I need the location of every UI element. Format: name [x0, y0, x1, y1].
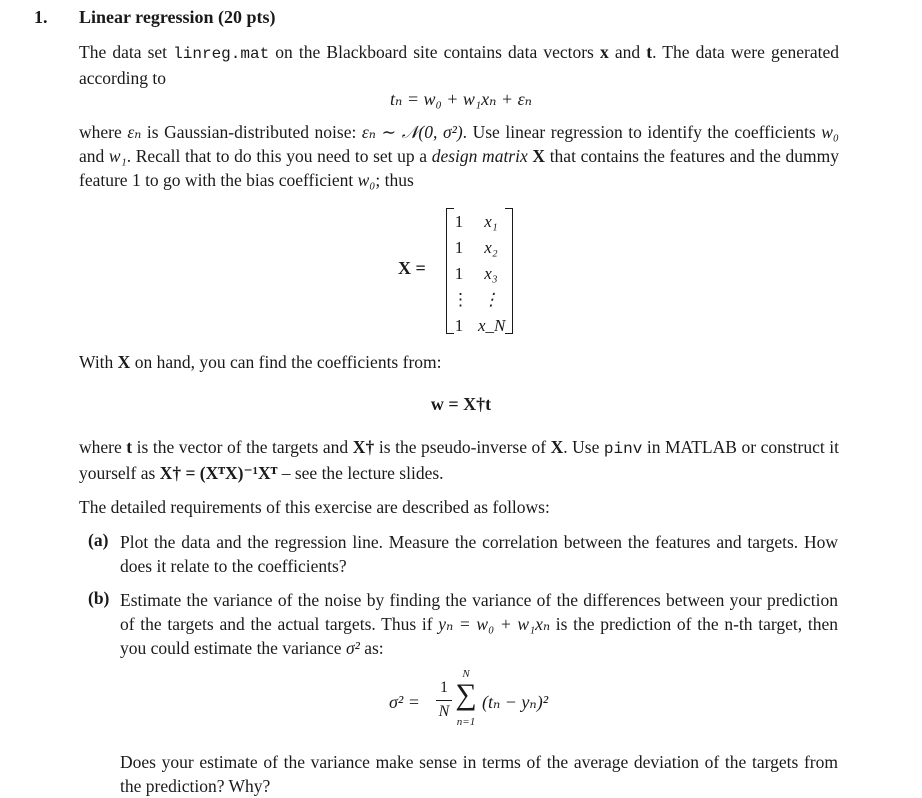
noise-paragraph: where εₙ is Gaussian-distributed noise: εₙ ∼ 𝒩(0, σ²). Use linear regression to identify the coefficients w₀ and w₁. Recall that to do this you need to set up a design matrix X that contains the features and the dummy feature 1 to go with the bias coefficient w₀; thus: [79, 122, 839, 190]
model-equation: tₙ = w₀ + w₁xₙ + εₙ: [390, 89, 532, 109]
pinv-code: pinv: [603, 440, 643, 458]
noise-distribution: εₙ ∼ 𝒩(0, σ²): [361, 122, 463, 142]
pinv-formula: X† = (XᵀX)⁻¹Xᵀ: [159, 463, 278, 483]
fraction-bar: [436, 700, 452, 701]
matrix-right-bracket: [505, 208, 513, 334]
problem-number: 1.: [34, 7, 48, 27]
pinv-paragraph: where t is the vector of the targets and X† is the pseudo-inverse of X. Use pinv in MATLAB or construct it yourself as X† = (XᵀX)⁻¹Xᵀ – see the lecture slides.: [79, 437, 839, 483]
fraction-numerator: 1: [440, 679, 448, 696]
sum-lower-limit: n=1: [456, 716, 476, 728]
item-a-text: Plot the data and the regression line. Measure the correlation between the features and targets. How does it relate to the coefficients?: [120, 532, 838, 576]
item-b-question: Does your estimate of the variance make sense in terms of the average deviation of the targets from the prediction? Why?: [120, 752, 838, 796]
item-b-label: (b): [88, 588, 110, 608]
matrix-column-ones: 1 1 1 ⋮ 1: [452, 212, 469, 335]
pseudo-inverse-equation: w = X†t: [430, 394, 492, 414]
variance-equation: [0, 668, 922, 736]
matrix-column-features: x₁ x₂ x₃ ⋮ x_N: [478, 212, 506, 335]
item-a-label: (a): [88, 530, 109, 550]
dataset-filename: linreg.mat: [173, 45, 270, 63]
fraction-denominator: N: [438, 703, 450, 720]
matrix-lhs: X =: [398, 258, 426, 278]
item-b-text: Estimate the variance of the noise by finding the variance of the differences between your prediction of the targets and the actual targets. Thus if yₙ = w₀ + w₁xₙ is the prediction of the n-th target, then you could estimate the variance σ² as:: [120, 590, 838, 658]
coefficients-paragraph: With X on hand, you can find the coefficients from:: [79, 352, 442, 372]
intro-paragraph: The data set linreg.mat on the Blackboard site contains data vectors x and t. The data were generated according to: [79, 42, 839, 88]
design-matrix-term: design matrix: [431, 146, 528, 166]
variance-lhs: σ² =: [389, 692, 420, 712]
requirements-intro: The detailed requirements of this exercise are described as follows:: [79, 497, 550, 517]
summation-sign: ∑: [455, 678, 477, 711]
sum-body: (tₙ − yₙ)²: [482, 692, 549, 712]
problem-title: Linear regression (20 pts): [79, 7, 276, 27]
sum-upper-limit: N: [462, 668, 470, 680]
design-matrix: [0, 205, 922, 335]
